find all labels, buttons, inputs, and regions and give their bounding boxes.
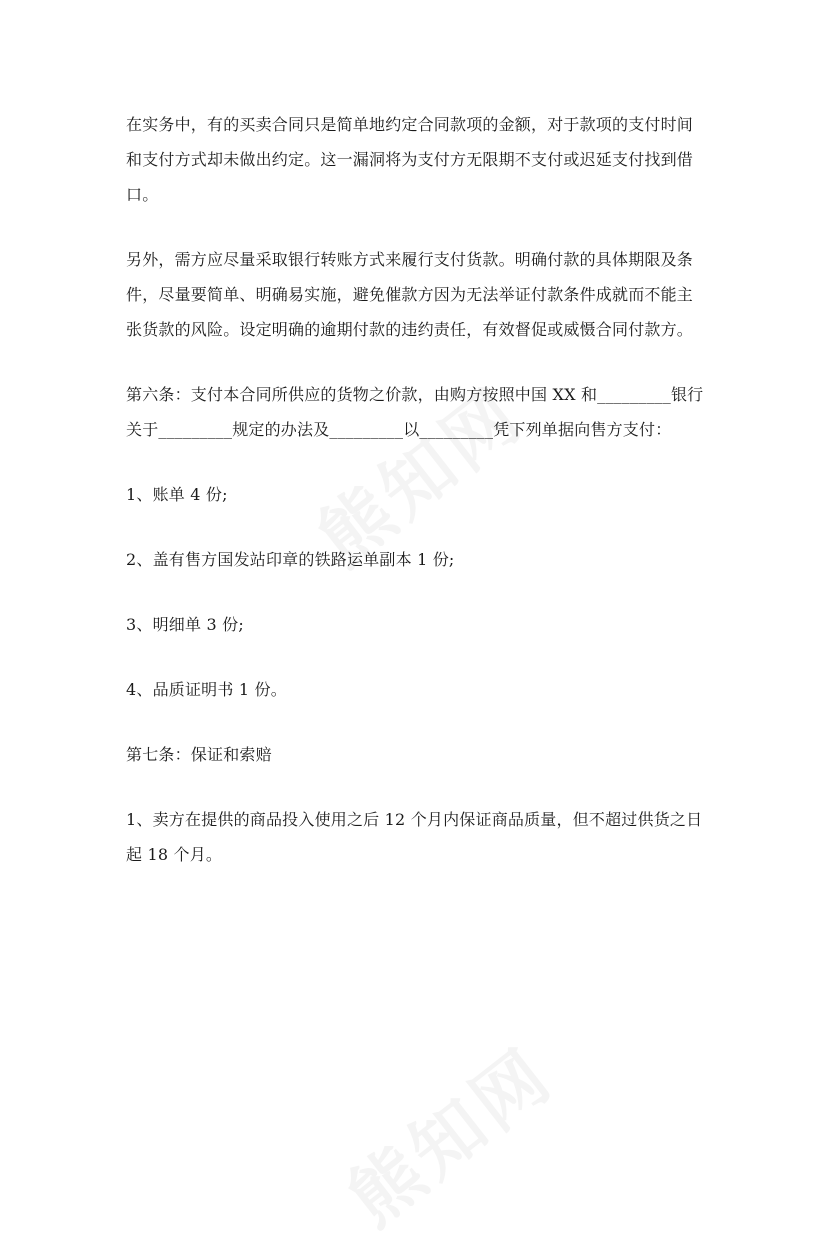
document-body (126, 107, 706, 872)
paragraph-article-6: 第六条：支付本合同所供应的货物之价款，由购方按照中国 XX 和_________银行关于_________规定的办法及_________以_________凭下列单据向售方支付： (126, 385, 704, 439)
heading-article-7: 第七条：保证和索赔 (126, 745, 272, 764)
paragraph-payment-terms: 在实务中，有的买卖合同只是简单地约定合同款项的金额，对于款项的支付时间和支付方式却未做出约定。这一漏洞将为支付方无限期不支付或迟延支付找到借口。 (126, 115, 694, 204)
list-item-quality-cert: 4、品质证明书 1 份。 (126, 680, 287, 699)
paragraph-warranty: 1、卖方在提供的商品投入使用之后 12 个月内保证商品质量，但不超过供货之日起 18 个月。 (126, 810, 703, 864)
paragraph-bank-transfer: 另外，需方应尽量采取银行转账方式来履行支付货款。明确付款的具体期限及条件，尽量要简单、明确易实施，避免催款方因为无法举证付款条件成就而不能主张货款的风险。设定明确的逾期付款的违约责任，有效督促或威慑合同付款方。 (126, 250, 694, 339)
list-item-detail: 3、明细单 3 份; (126, 615, 244, 634)
watermark (323, 1019, 571, 1245)
list-item-waybill: 2、盖有售方国发站印章的铁路运单副本 1 份; (126, 550, 455, 569)
list-item-invoice: 1、账单 4 份; (126, 485, 228, 504)
